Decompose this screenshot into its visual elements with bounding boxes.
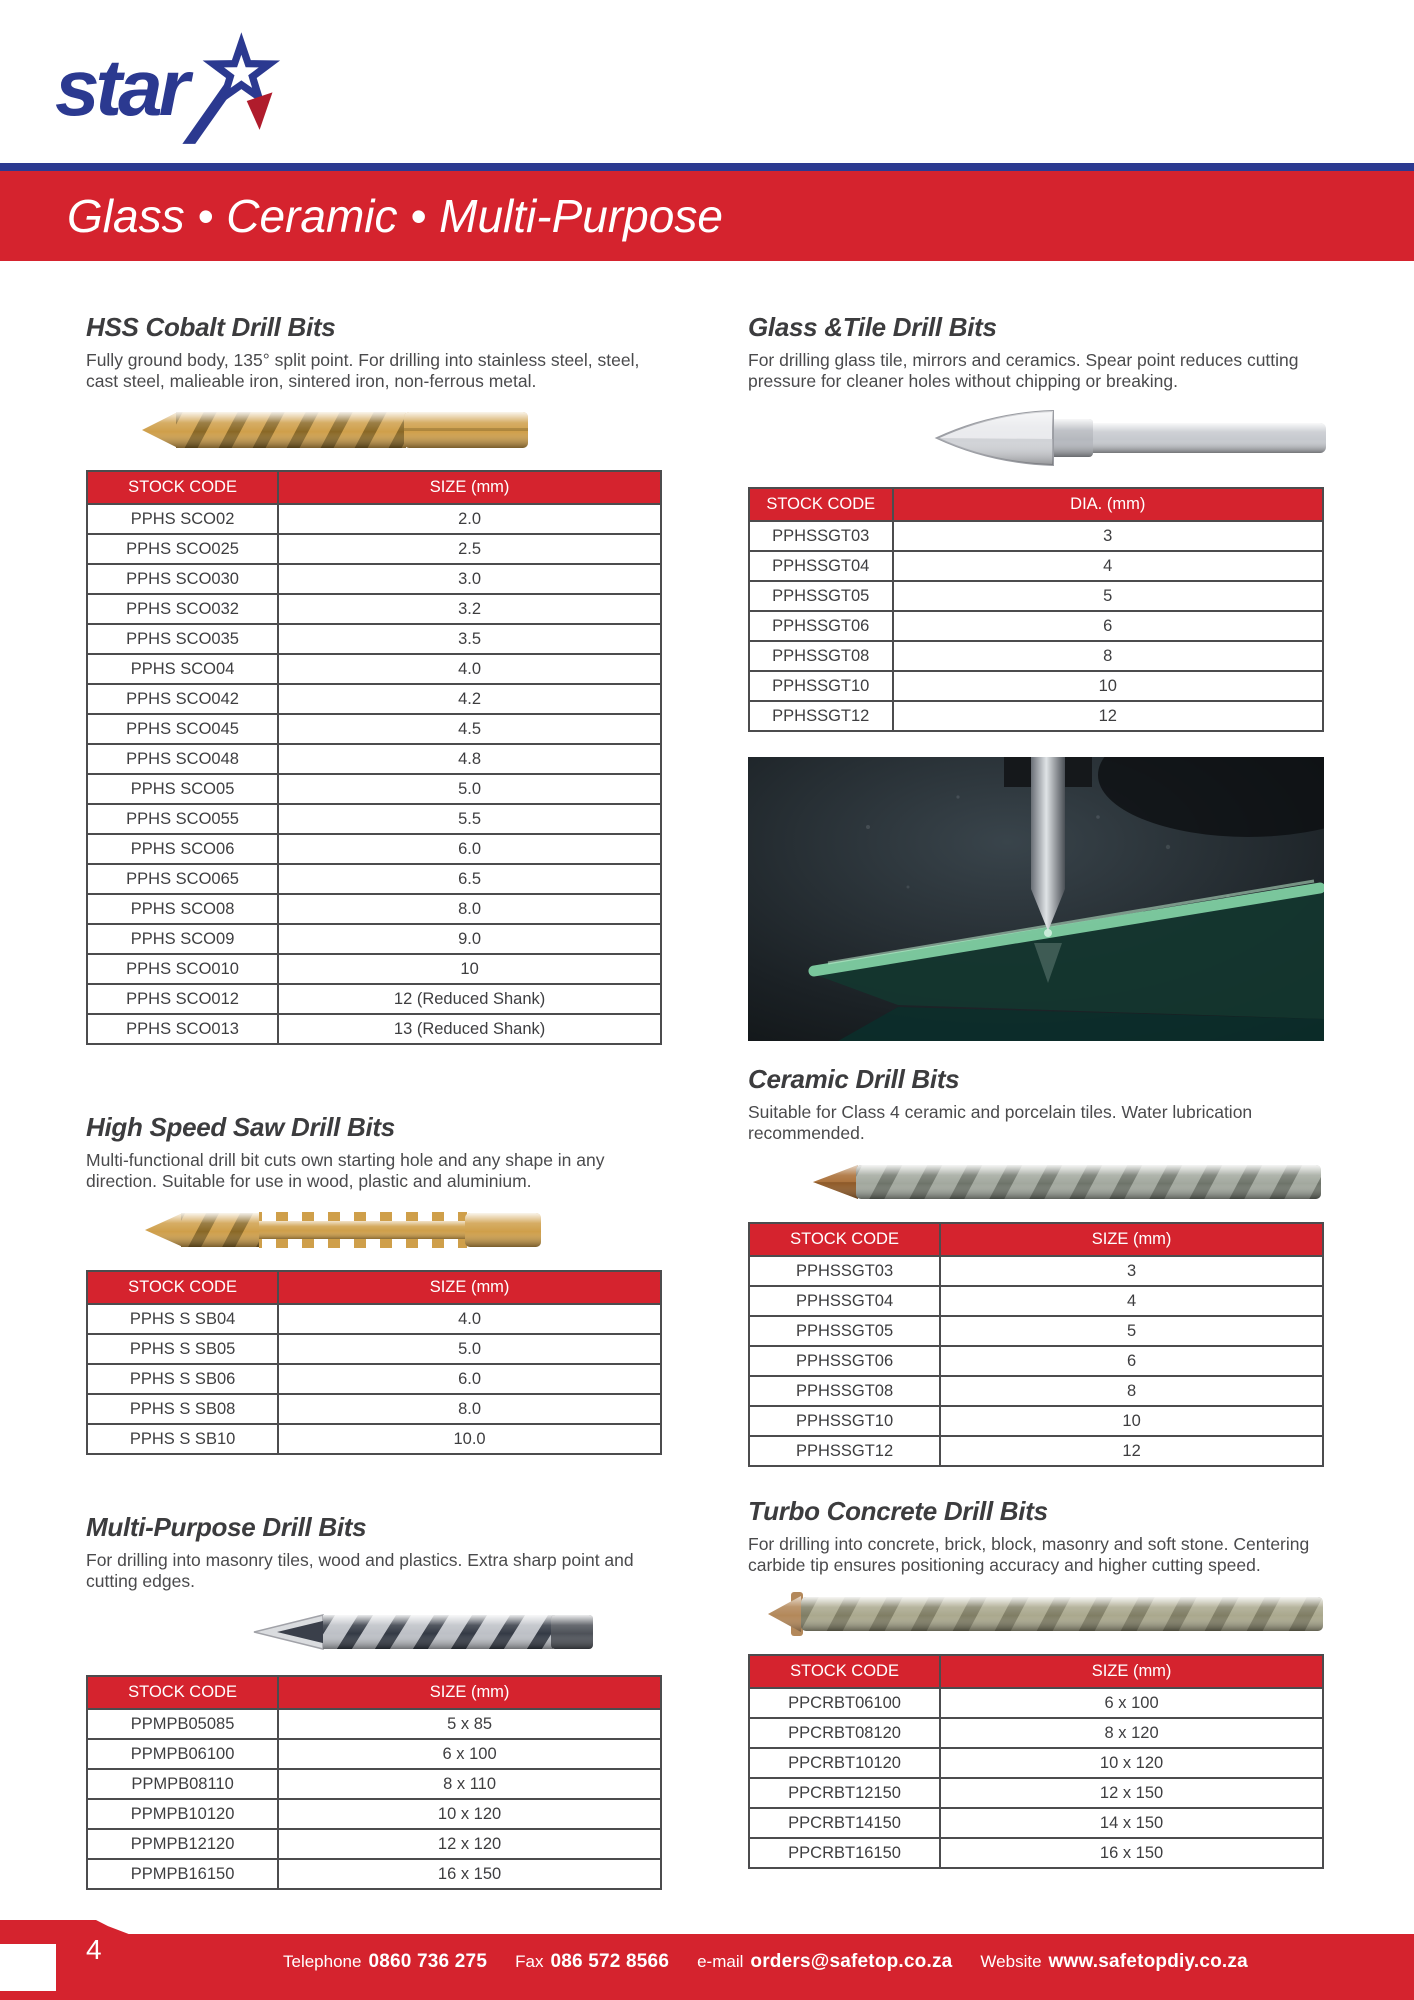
hss-cobalt-table [86, 470, 662, 1045]
table-row [749, 641, 1323, 671]
table-cell: 6 [940, 1346, 1323, 1376]
table-cell: PPHSSGT10 [749, 1406, 940, 1436]
table-cell: 2.5 [278, 534, 661, 564]
table-cell: 3.5 [278, 624, 661, 654]
column-header-size: SIZE (mm) [940, 1223, 1323, 1256]
table-cell: PPHS S SB05 [87, 1334, 278, 1364]
table-row [749, 611, 1323, 641]
table-row [749, 1808, 1323, 1838]
table-cell: 8 [893, 641, 1324, 671]
fax-number: 086 572 8566 [550, 1951, 670, 1972]
table-row [87, 834, 661, 864]
table-row [87, 864, 661, 894]
multi-purpose-bit-image [86, 1599, 662, 1665]
table-cell: PPCRBT14150 [749, 1808, 940, 1838]
table-cell: PPHSSGT08 [749, 1376, 940, 1406]
email-label: e-mail [697, 1952, 744, 1971]
table-cell: PPHS SCO05 [87, 774, 278, 804]
table-row [87, 564, 661, 594]
table-cell: 16 x 150 [940, 1838, 1323, 1868]
table-row [87, 1304, 661, 1334]
column-header-size: SIZE (mm) [278, 1271, 661, 1304]
table-cell: 10.0 [278, 1424, 661, 1454]
table-row [87, 804, 661, 834]
table-row [87, 1709, 661, 1739]
table-row [749, 1436, 1323, 1466]
table-row [87, 1014, 661, 1044]
telephone-number: 0860 736 275 [368, 1951, 488, 1972]
table-row [87, 654, 661, 684]
table-cell: PPMPB08110 [87, 1769, 278, 1799]
table-row [749, 1376, 1323, 1406]
section-description: Suitable for Class 4 ceramic and porcelain tiles. Water lubrication recommended. [748, 1102, 1253, 1143]
table-row [87, 744, 661, 774]
table-cell: PPMPB12120 [87, 1829, 278, 1859]
table-row [749, 701, 1323, 731]
section-turbo-concrete [748, 1496, 1324, 1869]
table-row [87, 1364, 661, 1394]
table-cell: 5 [893, 581, 1324, 611]
table-cell: PPHSSGT04 [749, 551, 893, 581]
table-cell: PPMPB06100 [87, 1739, 278, 1769]
table-cell: 4.0 [278, 1304, 661, 1334]
column-header-stock-code: STOCK CODE [749, 488, 893, 521]
table-row [87, 1799, 661, 1829]
table-cell: PPHS SCO048 [87, 744, 278, 774]
section-glass-tile [748, 312, 1324, 732]
table-cell: PPCRBT16150 [749, 1838, 940, 1868]
page-banner [0, 171, 1414, 261]
fax-label: Fax [515, 1952, 544, 1971]
table-row [87, 1424, 661, 1454]
table-cell: 6 x 100 [940, 1688, 1323, 1718]
table-cell: 3.2 [278, 594, 661, 624]
table-row [749, 1256, 1323, 1286]
table-cell: 4 [893, 551, 1324, 581]
table-cell: 2.0 [278, 504, 661, 534]
table-row [749, 1718, 1323, 1748]
table-cell: 6.0 [278, 1364, 661, 1394]
section-title: Turbo Concrete Drill Bits [748, 1496, 1048, 1526]
table-header-row [87, 1271, 661, 1304]
table-cell: PPHSSGT12 [749, 701, 893, 731]
section-title: High Speed Saw Drill Bits [86, 1112, 395, 1142]
column-header-size: SIZE (mm) [940, 1655, 1323, 1688]
table-row [749, 1838, 1323, 1868]
table-cell: 6 [893, 611, 1324, 641]
table-cell: PPHS SCO09 [87, 924, 278, 954]
brand-logo-text: star [55, 43, 186, 132]
table-cell: PPCRBT08120 [749, 1718, 940, 1748]
section-title: Ceramic Drill Bits [748, 1064, 960, 1094]
ceramic-bit-image [748, 1151, 1324, 1213]
website-label: Website [980, 1952, 1042, 1971]
column-header-stock-code: STOCK CODE [87, 471, 278, 504]
star-logo-icon [182, 28, 290, 146]
ceramic-table [748, 1222, 1324, 1467]
table-cell: 5.5 [278, 804, 661, 834]
table-row [87, 534, 661, 564]
table-cell: 5 [940, 1316, 1323, 1346]
table-cell: 4.0 [278, 654, 661, 684]
table-cell: PPHS SCO030 [87, 564, 278, 594]
section-description: Fully ground body, 135° split point. For drilling into stainless steel, steel, cast steel, malieable iron, sintered iron, non-ferrous metal. [86, 350, 640, 391]
table-cell: 12 [893, 701, 1324, 731]
table-cell: 12 [940, 1436, 1323, 1466]
table-row [749, 551, 1323, 581]
table-cell: 10 x 120 [940, 1748, 1323, 1778]
table-cell: PPHSSGT03 [749, 1256, 940, 1286]
table-cell: 8 x 110 [278, 1769, 661, 1799]
table-cell: PPHS SCO02 [87, 504, 278, 534]
table-header-row [87, 1676, 661, 1709]
table-cell: 3 [893, 521, 1324, 551]
table-cell: PPHS SCO010 [87, 954, 278, 984]
table-cell: 4 [940, 1286, 1323, 1316]
table-cell: 5.0 [278, 1334, 661, 1364]
table-cell: PPHS SCO045 [87, 714, 278, 744]
section-description: Multi-functional drill bit cuts own starting hole and any shape in any direction. Suitable for use in wood, plastic and aluminium. [86, 1150, 605, 1191]
turbo-concrete-bit-image [748, 1583, 1324, 1645]
table-row [87, 1859, 661, 1889]
section-ceramic [748, 1064, 1324, 1467]
table-cell: PPHSSGT03 [749, 521, 893, 551]
table-cell: PPHS SCO04 [87, 654, 278, 684]
table-cell: PPHSSGT10 [749, 671, 893, 701]
header-divider [0, 163, 1414, 171]
table-cell: 10 [893, 671, 1324, 701]
table-cell: PPHSSGT05 [749, 1316, 940, 1346]
table-cell: 3.0 [278, 564, 661, 594]
table-row [749, 1286, 1323, 1316]
table-row [87, 1334, 661, 1364]
table-cell: 13 (Reduced Shank) [278, 1014, 661, 1044]
table-cell: 8 [940, 1376, 1323, 1406]
table-cell: PPCRBT12150 [749, 1778, 940, 1808]
footer-notch [0, 1944, 56, 1991]
table-cell: 16 x 150 [278, 1859, 661, 1889]
section-title: Multi-Purpose Drill Bits [86, 1512, 367, 1542]
section-description: For drilling into masonry tiles, wood and plastics. Extra sharp point and cutting edges. [86, 1550, 634, 1591]
table-row [749, 1316, 1323, 1346]
table-cell: PPHS SCO042 [87, 684, 278, 714]
table-row [87, 894, 661, 924]
table-cell: PPHSSGT04 [749, 1286, 940, 1316]
table-row [749, 1688, 1323, 1718]
table-cell: PPMPB10120 [87, 1799, 278, 1829]
table-cell: 4.5 [278, 714, 661, 744]
table-header-row [87, 471, 661, 504]
section-description: For drilling into concrete, brick, block, masonry and soft stone. Centering carbide tip ensures positioning accuracy and higher cutting speed. [748, 1534, 1310, 1575]
table-cell: 10 x 120 [278, 1799, 661, 1829]
table-cell: 8.0 [278, 1394, 661, 1424]
section-title: Glass &Tile Drill Bits [748, 312, 997, 342]
table-cell: 8.0 [278, 894, 661, 924]
table-cell: 6 x 100 [278, 1739, 661, 1769]
table-cell: PPHS S SB06 [87, 1364, 278, 1394]
page-number: 4 [86, 1934, 102, 1965]
table-cell: PPHS S SB08 [87, 1394, 278, 1424]
column-header-size: SIZE (mm) [278, 471, 661, 504]
glass-drilling-photo [748, 757, 1324, 1041]
page-title: Glass • Ceramic • Multi-Purpose [67, 190, 723, 242]
table-row [749, 1748, 1323, 1778]
table-header-row [749, 1223, 1323, 1256]
table-row [87, 1829, 661, 1859]
table-row [749, 1406, 1323, 1436]
saw-table [86, 1270, 662, 1455]
website-url: www.safetopdiy.co.za [1048, 1951, 1248, 1972]
table-row [87, 924, 661, 954]
table-cell: 5 x 85 [278, 1709, 661, 1739]
table-row [87, 714, 661, 744]
section-high-speed-saw [86, 1112, 662, 1455]
table-cell: PPHS SCO065 [87, 864, 278, 894]
table-header-row [749, 488, 1323, 521]
table-cell: PPCRBT10120 [749, 1748, 940, 1778]
table-cell: PPHS SCO035 [87, 624, 278, 654]
section-description: For drilling glass tile, mirrors and ceramics. Spear point reduces cutting pressure for cleaner holes without chipping or breaking. [748, 350, 1299, 391]
table-cell: PPHSSGT12 [749, 1436, 940, 1466]
table-cell: 10 [278, 954, 661, 984]
table-cell: 5.0 [278, 774, 661, 804]
table-row [87, 594, 661, 624]
table-cell: 14 x 150 [940, 1808, 1323, 1838]
column-header-stock-code: STOCK CODE [87, 1676, 278, 1709]
column-header-stock-code: STOCK CODE [87, 1271, 278, 1304]
table-row [87, 624, 661, 654]
table-cell: PPHS SCO032 [87, 594, 278, 624]
multi-purpose-table [86, 1675, 662, 1890]
table-row [87, 954, 661, 984]
table-cell: PPHS SCO012 [87, 984, 278, 1014]
table-row [87, 1769, 661, 1799]
table-cell: 8 x 120 [940, 1718, 1323, 1748]
saw-bit-image [86, 1199, 662, 1261]
table-cell: PPMPB05085 [87, 1709, 278, 1739]
table-cell: 12 x 120 [278, 1829, 661, 1859]
table-cell: 9.0 [278, 924, 661, 954]
table-cell: PPMPB16150 [87, 1859, 278, 1889]
table-row [87, 774, 661, 804]
telephone-label: Telephone [283, 1952, 362, 1971]
table-row [749, 581, 1323, 611]
table-cell: PPHS SCO055 [87, 804, 278, 834]
table-row [749, 671, 1323, 701]
table-row [87, 1394, 661, 1424]
table-header-row [749, 1655, 1323, 1688]
table-cell: 12 x 150 [940, 1778, 1323, 1808]
section-hss-cobalt [86, 312, 662, 1045]
table-row [87, 984, 661, 1014]
table-row [87, 504, 661, 534]
table-row [749, 521, 1323, 551]
table-cell: PPCRBT06100 [749, 1688, 940, 1718]
table-cell: PPHS S SB04 [87, 1304, 278, 1334]
column-header-stock-code: STOCK CODE [749, 1655, 940, 1688]
glass-tile-table [748, 487, 1324, 732]
table-cell: PPHS SCO06 [87, 834, 278, 864]
glass-tile-bit-image [748, 399, 1324, 477]
table-cell: PPHS S SB10 [87, 1424, 278, 1454]
table-cell: PPHSSGT06 [749, 611, 893, 641]
table-cell: PPHSSGT08 [749, 641, 893, 671]
table-cell: PPHSSGT05 [749, 581, 893, 611]
footer-contact-row [283, 1951, 1248, 1973]
table-cell: PPHS SCO025 [87, 534, 278, 564]
table-cell: PPHSSGT06 [749, 1346, 940, 1376]
table-cell: 6.5 [278, 864, 661, 894]
table-cell: PPHS SCO013 [87, 1014, 278, 1044]
table-cell: 4.2 [278, 684, 661, 714]
table-cell: 10 [940, 1406, 1323, 1436]
table-cell: 3 [940, 1256, 1323, 1286]
table-row [749, 1346, 1323, 1376]
table-row [87, 1739, 661, 1769]
section-multi-purpose [86, 1512, 662, 1890]
column-header-dia: DIA. (mm) [893, 488, 1324, 521]
table-cell: PPHS SCO08 [87, 894, 278, 924]
table-cell: 6.0 [278, 834, 661, 864]
turbo-concrete-table [748, 1654, 1324, 1869]
table-cell: 4.8 [278, 744, 661, 774]
hss-cobalt-bit-image [86, 399, 662, 461]
table-row [87, 684, 661, 714]
table-row [749, 1778, 1323, 1808]
column-header-stock-code: STOCK CODE [749, 1223, 940, 1256]
table-cell: 12 (Reduced Shank) [278, 984, 661, 1014]
section-title: HSS Cobalt Drill Bits [86, 312, 336, 342]
email-address: orders@safetop.co.za [750, 1951, 953, 1972]
column-header-size: SIZE (mm) [278, 1676, 661, 1709]
